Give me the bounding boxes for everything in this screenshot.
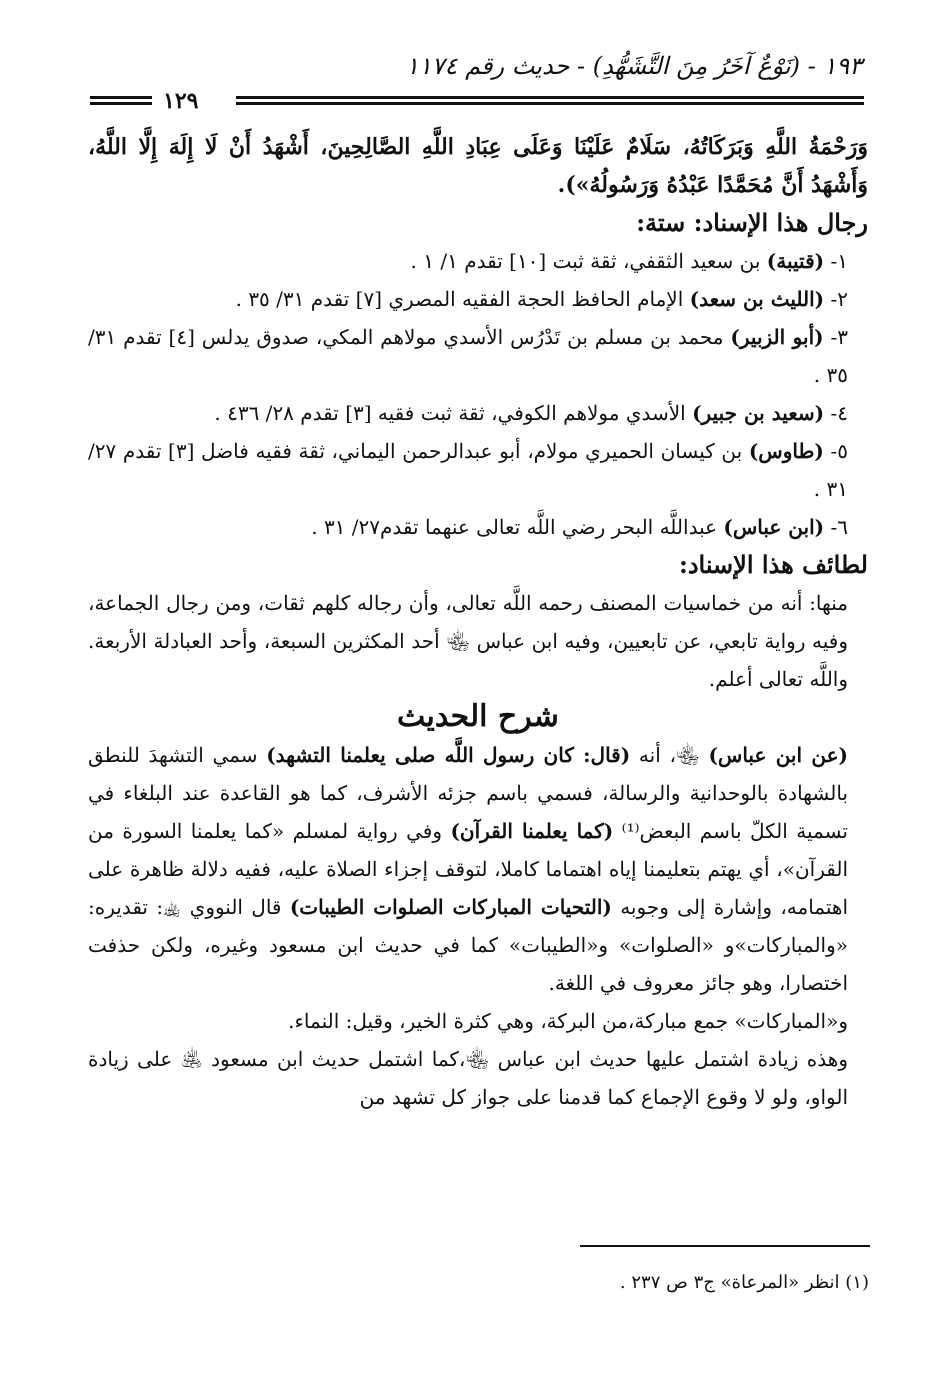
header-rule: [236, 102, 864, 105]
subtleties-heading: لطائف هذا الإسناد:: [678, 550, 868, 579]
explanation-heading: شرح الحديث: [397, 699, 559, 734]
narrator-item: ٤- (سعيد بن جبير) الأسدي مولاهم الكوفي، ثقة ثبت فقيه [٣] تقدم ٢٨/ ٤٣٦ .: [214, 401, 848, 425]
narrator-item: ٢- (الليث بن سعد) الإمام الحافظ الحجة الفقيه المصري [٧] تقدم ٣١/ ٣٥ .: [235, 287, 848, 311]
running-header: ١٩٣ - (نَوْعٌ آخَرُ مِنَ التَّشَهُّدِ) - حديث رقم ١١٧٤: [405, 52, 862, 80]
header-rule: [90, 96, 152, 99]
narrator-item: ٣- (أبو الزبير) محمد بن مسلم بن تَدْرُس الأسدي مولاهم المكي، صدوق يدلس [٤] تقدم ٣١/ ٣٥ .: [88, 325, 849, 387]
hadith-text: وَرَحْمَةُ اللَّهِ وَبَرَكَاتُهُ، سَلَامٌ عَلَيْنَا وَعَلَى عِبَادِ اللَّهِ الصَّالِحِينَ، أَشْهَدُ أَنْ لَا إِلَهَ إِلَّا اللَّهُ، وَأَشْهَدُ أَنَّ مُحَمَّدًا عَبْدُهُ وَرَسُولُهُ»).: [88, 134, 868, 198]
subtleties-paragraph: منها: أنه من خماسيات المصنف رحمه اللَّه تعالى، وأن رجاله كلهم ثقات، ومن رجال الجماعة، وفيه رواية تابعي، عن تابعيين، وفيه ابن عباس ﵄ أحد المكثرين السبعة، وأحد العبادلة الأربعة. واللَّه تعالى أعلم.: [88, 591, 848, 691]
page-number: ١٢٩: [163, 88, 199, 114]
footnote: (١) انظر «المرعاة» ج٣ ص ٢٣٧ .: [619, 1272, 869, 1293]
narrator-item: ٥- (طاوس) بن كيسان الحميري مولام، أبو عبدالرحمن اليماني، ثقة فقيه فاضل [٣] تقدم ٢٧/ ٣١ .: [88, 439, 849, 501]
header-rule: [90, 102, 152, 105]
narrator-item: ١- (قتيبة) بن سعيد الثقفي، ثقة ثبت [١٠] تقدم ١/ ١ .: [410, 249, 848, 273]
header-rule: [236, 96, 864, 99]
page-body: [88, 128, 868, 1116]
narrators-heading: رجال هذا الإسناد: ستة:: [636, 208, 868, 237]
explanation-paragraph: و«المباركات» جمع مباركة،من البركة، وهي كثرة الخير، وقيل: النماء.: [288, 1009, 848, 1033]
explanation-paragraph: (عن ابن عباس) ﵄، أنه (قال: كان رسول اللَّه صلى يعلمنا التشهد) سمي التشهدَ للنطق بالشهادة بالوحدانية والرسالة، فسمي باسم جزئه الأشرف، كما هو القاعدة عند البلغاء في تسمية الكلّ باسم البعض⁽¹⁾ (كما يعلمنا القرآن) وفي رواية لمسلم «كما يعلمنا السورة من القرآن»، أي يهتم بتعليمنا إياه اهتماما كاملا، لتوقف إجزاء الصلاة عليه، ففيه دلالة ظاهرة على اهتمامه، وإشارة إلى وجوبه (التحيات المباركات الصلوات الطيبات) قال النووي ﵀: تقديره: «والمباركات»و «الصلوات» و«الطيبات» كما في حديث ابن مسعود وغيره، ولكن حذفت اختصارا، وهو جائز معروف في اللغة.: [88, 743, 849, 995]
narrator-item: ٦- (ابن عباس) عبداللَّه البحر رضي اللَّه تعالى عنهما تقدم٢٧/ ٣١ .: [311, 515, 848, 539]
explanation-paragraph: وهذه زيادة اشتمل عليها حديث ابن عباس ﵄،كما اشتمل حديث ابن مسعود ﵁ على زيادة الواو، ولو لا وقوع الإجماع كما قدمنا على جواز كل تشهد من: [88, 1047, 848, 1109]
footnote-divider: [580, 1245, 870, 1247]
